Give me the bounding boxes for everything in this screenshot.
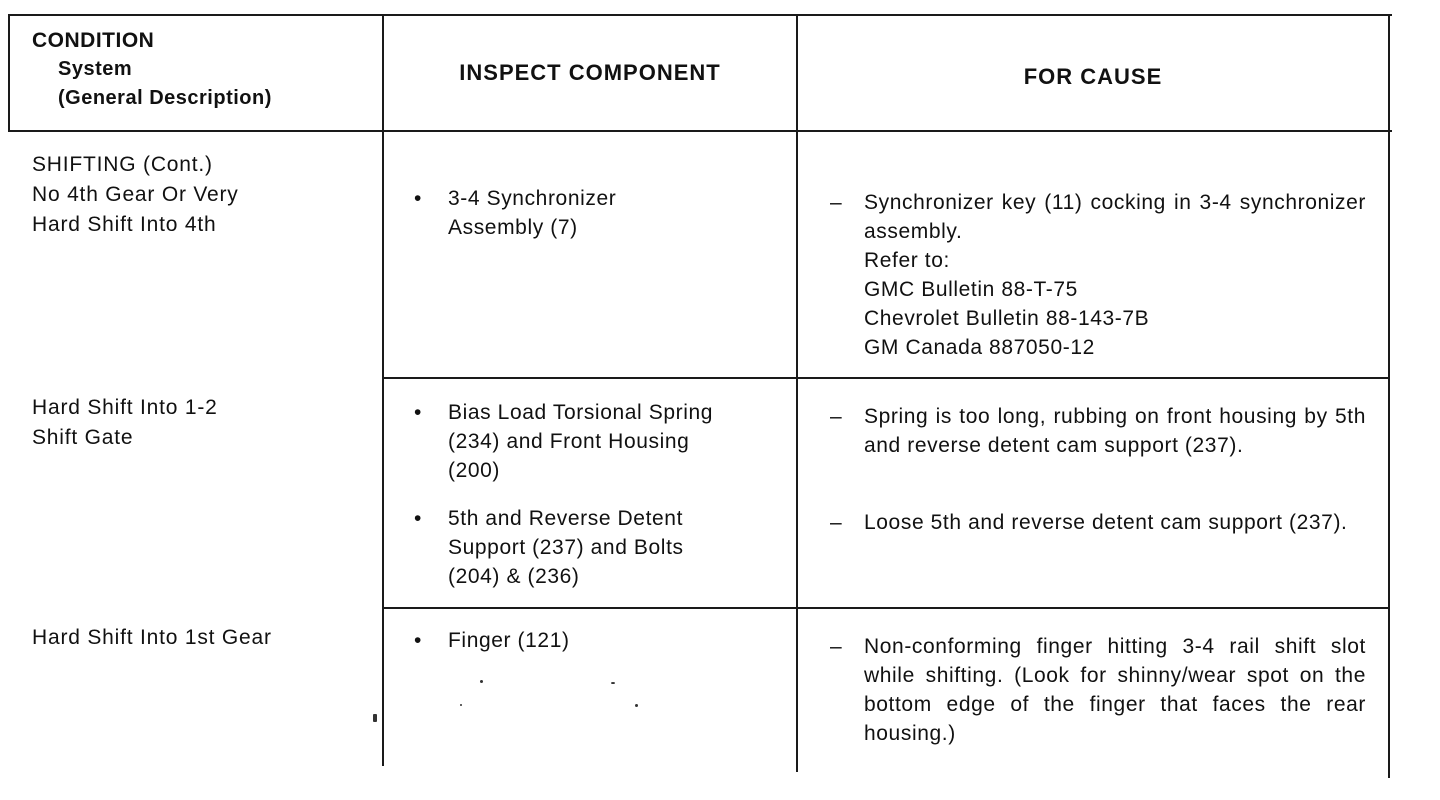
scan-speck xyxy=(460,704,462,706)
table-top-border xyxy=(8,14,1392,16)
column-divider-1 xyxy=(382,14,384,766)
dash-marker: – xyxy=(830,635,843,658)
scan-speck xyxy=(611,682,615,684)
cause-item-text: Non-conforming finger hitting 3-4 rail shift slot while shifting. (Look for shinny/wear spot on the bottom edge of the finger that faces the rear housing.) xyxy=(864,635,1366,745)
left-border xyxy=(8,14,10,130)
condition-header-description: (General Description) xyxy=(58,87,272,109)
condition-header-system: System xyxy=(58,58,133,80)
condition-cell-no-4th-gear: SHIFTING (Cont.) No 4th Gear Or Very Hard Shift Into 4th xyxy=(32,153,239,236)
scan-speck xyxy=(635,704,638,707)
condition-header-title: CONDITION xyxy=(32,29,155,52)
inspect-item-synchronizer xyxy=(414,184,784,242)
cause-item-text: Synchronizer key (11) cocking in 3-4 synchronizer assembly. Refer to: GMC Bulletin 88-T-75 Chevrolet Bulletin 88-143-7B GM Canada 887050-12 xyxy=(864,191,1366,359)
condition-header xyxy=(32,26,272,113)
scan-speck xyxy=(373,714,377,722)
bullet-marker: • xyxy=(414,629,422,652)
inspect-item-text: 3-4 Synchronizer Assembly (7) xyxy=(448,187,617,239)
header-bottom-border xyxy=(8,130,1392,132)
dash-marker: – xyxy=(830,191,843,214)
cause-item-text: Loose 5th and reverse detent cam support (237). xyxy=(864,511,1348,534)
inspect-item-detent-support xyxy=(414,504,784,591)
scan-speck xyxy=(480,680,483,683)
right-border xyxy=(1388,14,1390,778)
bullet-marker: • xyxy=(414,187,422,210)
cause-item-text: Spring is too long, rubbing on front housing by 5th and reverse detent cam support (237). xyxy=(864,405,1366,457)
for-cause-header: FOR CAUSE xyxy=(1023,64,1163,89)
inspect-item-text: Finger (121) xyxy=(448,629,570,652)
cause-item-spring-too-long xyxy=(830,402,1366,460)
dash-marker: – xyxy=(830,511,843,534)
condition-cell-hard-shift-1st: Hard Shift Into 1st Gear xyxy=(32,626,272,649)
inspect-item-text: Bias Load Torsional Spring (234) and Front Housing (200) xyxy=(448,401,714,482)
inspect-item-bias-spring xyxy=(414,398,784,485)
condition-cell-hard-shift-1-2: Hard Shift Into 1-2 Shift Gate xyxy=(32,396,218,449)
diagnosis-table xyxy=(8,14,1392,784)
dash-marker: – xyxy=(830,405,843,428)
inspect-item-finger xyxy=(414,626,784,655)
inspect-item-text: 5th and Reverse Detent Support (237) and Bolts (204) & (236) xyxy=(448,507,684,588)
inspect-component-header: INSPECT COMPONENT xyxy=(459,60,721,85)
column-divider-2 xyxy=(796,14,798,772)
bullet-marker: • xyxy=(414,507,422,530)
cause-item-non-conforming-finger xyxy=(830,632,1366,748)
bullet-marker: • xyxy=(414,401,422,424)
row-divider-1 xyxy=(382,377,1390,379)
cause-item-synchronizer-key xyxy=(830,188,1366,362)
row-divider-2 xyxy=(382,607,1390,609)
cause-item-loose-support xyxy=(830,508,1366,537)
